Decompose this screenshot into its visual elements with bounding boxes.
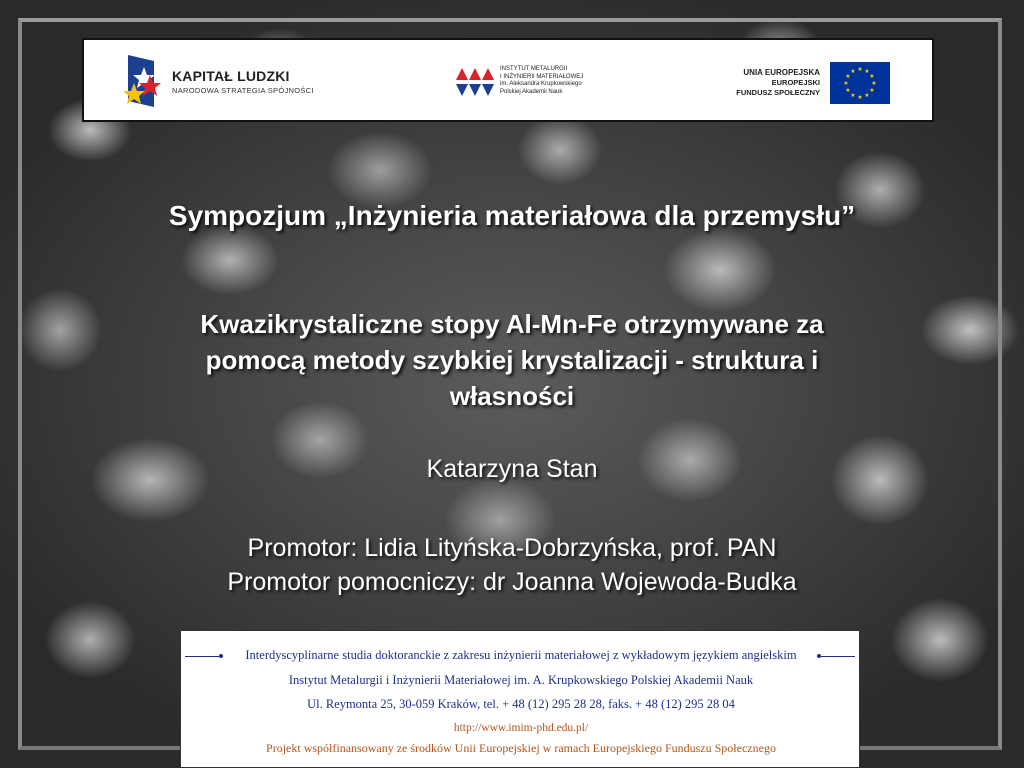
thesis-title xyxy=(0,306,1024,414)
imim-line-4: Polskiej Akademii Nauk xyxy=(500,88,563,95)
footer-url[interactable]: http://www.imim-phd.edu.pl/ xyxy=(453,722,589,734)
thesis-title-line-1: Kwazikrystaliczne stopy Al-Mn-Fe otrzymywane za xyxy=(200,309,824,339)
imim-logo xyxy=(456,66,583,98)
kapital-ludzki-subtitle: NARODOWA STRATEGIA SPÓJNOŚCI xyxy=(172,85,314,95)
symposium-title: Sympozjum „Inżynieria materiałowa dla przemysłu” xyxy=(168,200,856,231)
svg-text:★: ★ xyxy=(869,73,875,80)
supervisors xyxy=(0,531,1024,599)
svg-text:★: ★ xyxy=(843,80,849,87)
promotor: Promotor: Lidia Lityńska-Dobrzyńska, prof. PAN xyxy=(247,534,777,562)
svg-text:★: ★ xyxy=(845,87,851,94)
eu-logo xyxy=(736,62,890,104)
author-name: Katarzyna Stan xyxy=(426,455,598,483)
svg-text:★: ★ xyxy=(864,92,870,99)
eu-line-1: UNIA EUROPEJSKA xyxy=(743,68,820,77)
footer-box xyxy=(180,630,860,768)
kapital-ludzki-icon xyxy=(124,53,164,109)
footer-funding: Projekt współfinansowany ze środków Unii Europejskiej w ramach Europejskiego Funduszu Społecznego xyxy=(266,741,776,755)
imim-line-3: im. Aleksandra Krupkowskiego xyxy=(500,81,582,87)
svg-text:★: ★ xyxy=(869,87,875,94)
svg-text:★: ★ xyxy=(864,68,870,75)
imim-line-2: I INŻYNIERII MATERIAŁOWEJ xyxy=(500,73,584,80)
svg-text:★: ★ xyxy=(871,80,877,87)
kapital-ludzki-logo xyxy=(124,52,314,110)
svg-text:★: ★ xyxy=(857,66,863,73)
thesis-title-line-2: pomocą metody szybkiej krystalizacji - struktura i xyxy=(205,345,819,375)
footer-address: Ul. Reymonta 25, 30-059 Kraków, tel. + 48 (12) 295 28 28, faks. + 48 (12) 295 28 04 xyxy=(307,697,735,711)
footer-institute: Instytut Metalurgii i Inżynierii Materiałowej im. A. Krupkowskiego Polskiej Akademii Nauk xyxy=(288,673,754,687)
svg-text:★: ★ xyxy=(850,68,856,75)
eu-flag-icon xyxy=(830,62,890,104)
svg-text:★: ★ xyxy=(850,92,856,99)
kapital-ludzki-title: KAPITAŁ LUDZKI xyxy=(172,67,290,84)
promotor-assistant: Promotor pomocniczy: dr Joanna Wojewoda-Budka xyxy=(227,568,797,596)
imim-line-1: INSTYTUT METALURGII xyxy=(500,66,568,72)
imim-icon xyxy=(456,66,494,98)
thesis-title-line-3: własności xyxy=(449,381,575,411)
eu-line-2: EUROPEJSKI xyxy=(771,78,820,87)
eu-line-3: FUNDUSZ SPOŁECZNY xyxy=(736,88,820,97)
svg-text:★: ★ xyxy=(857,94,863,101)
footer-program: Interdyscyplinarne studia doktoranckie z zakresu inżynierii materiałowej z wykładowym językiem angielskim xyxy=(245,648,797,662)
svg-text:★: ★ xyxy=(845,73,851,80)
logo-bar xyxy=(82,38,934,122)
